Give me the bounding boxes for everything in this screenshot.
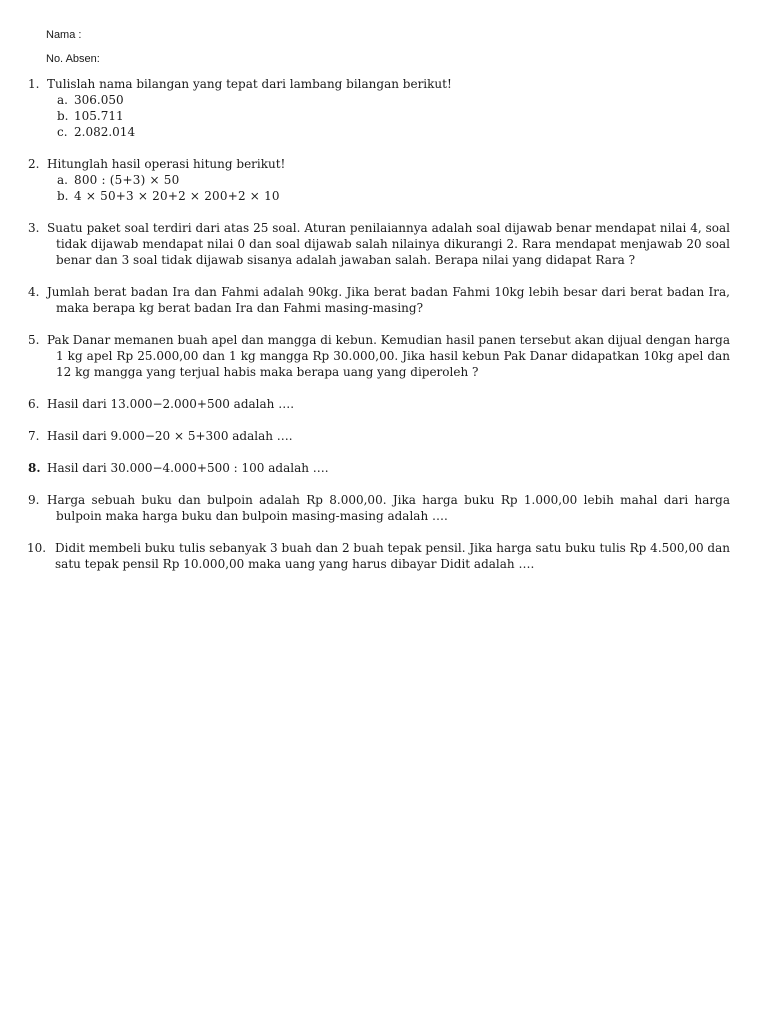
item-letter: c. (57, 125, 68, 139)
question-text: Jumlah berat badan Ira dan Fahmi adalah 90kg. Jika berat badan Fahmi 10kg lebih besar dari berat badan Ira, maka berapa kg berat badan Ira dan Fahmi masing-masing? (47, 285, 730, 315)
question-text: Harga sebuah buku dan bulpoin adalah Rp 8.000,00. Jika harga buku Rp 1.000,00 lebih mahal dari harga bulpoin maka harga buku dan bulpoin masing-masing adalah …. (47, 493, 730, 523)
list-item (57, 172, 730, 188)
question-number: 7. (28, 429, 40, 443)
item-letter: b. (57, 189, 69, 203)
list-item (57, 124, 730, 140)
question-text: Hasil dari 30.000−4.000+500 : 100 adalah …. (47, 461, 329, 475)
list-item (57, 188, 730, 204)
answer-items (47, 172, 730, 204)
question-number: 1. (28, 77, 40, 91)
question-number: 4. (28, 285, 40, 299)
question-9 (28, 492, 730, 524)
question-list (28, 76, 730, 588)
item-letter: a. (57, 173, 68, 187)
question-text: Hasil dari 9.000−20 × 5+300 adalah …. (47, 429, 293, 443)
question-text: Hitunglah hasil operasi hitung berikut! (47, 157, 286, 171)
question-number: 10. (27, 541, 47, 555)
list-item (57, 108, 730, 124)
question-5 (28, 332, 730, 380)
question-text: Tulislah nama bilangan yang tepat dari lambang bilangan berikut! (47, 77, 452, 91)
attendance-number-label: No. Absen: (46, 53, 100, 65)
math-expression: 800 : (5+3) × 50 (74, 173, 180, 187)
question-3 (28, 220, 730, 268)
question-text: Didit membeli buku tulis sebanyak 3 buah dan 2 buah tepak pensil. Jika harga satu buku tulis Rp 4.500,00 dan satu tepak pensil Rp 10.000,00 maka uang yang harus dibayar Didit adalah …. (55, 541, 730, 571)
question-text: Suatu paket soal terdiri dari atas 25 soal. Aturan penilaiannya adalah soal dijawab benar mendapat nilai 4, soal tidak dijawab mendapat nilai 0 dan soal dijawab salah nilainya dikurangi 2. Rara mendapat menjawab 20 soal benar dan 3 soal tidak dijawab sisanya adalah jawaban salah. Berapa nilai yang didapat Rara ? (47, 221, 730, 267)
list-item (57, 92, 730, 108)
name-label: Nama : (46, 29, 82, 41)
question-number: 2. (28, 157, 40, 171)
item-letter: a. (57, 93, 68, 107)
question-text: Hasil dari 13.000−2.000+500 adalah …. (47, 397, 295, 411)
question-number: 6. (28, 397, 40, 411)
question-7 (28, 428, 730, 444)
math-expression: 4 × 50+3 × 20+2 × 200+2 × 10 (74, 189, 280, 203)
question-number: 8. (28, 461, 41, 475)
question-number: 9. (28, 493, 40, 507)
question-6 (28, 396, 730, 412)
item-value: 105.711 (74, 109, 124, 123)
question-10 (28, 540, 730, 572)
question-8 (28, 460, 730, 476)
question-1 (28, 76, 730, 140)
item-letter: b. (57, 109, 69, 123)
item-value: 306.050 (74, 93, 124, 107)
question-4 (28, 284, 730, 316)
question-text: Pak Danar memanen buah apel dan mangga di kebun. Kemudian hasil panen tersebut akan dijual dengan harga 1 kg apel Rp 25.000,00 dan 1 kg mangga Rp 30.000,00. Jika hasil kebun Pak Danar didapatkan 10kg apel dan 12 kg mangga yang terjual habis maka berapa uang yang diperoleh ? (47, 333, 730, 379)
question-2 (28, 156, 730, 204)
item-value: 2.082.014 (74, 125, 136, 139)
answer-items (47, 92, 730, 140)
question-number: 3. (28, 221, 40, 235)
question-number: 5. (28, 333, 40, 347)
